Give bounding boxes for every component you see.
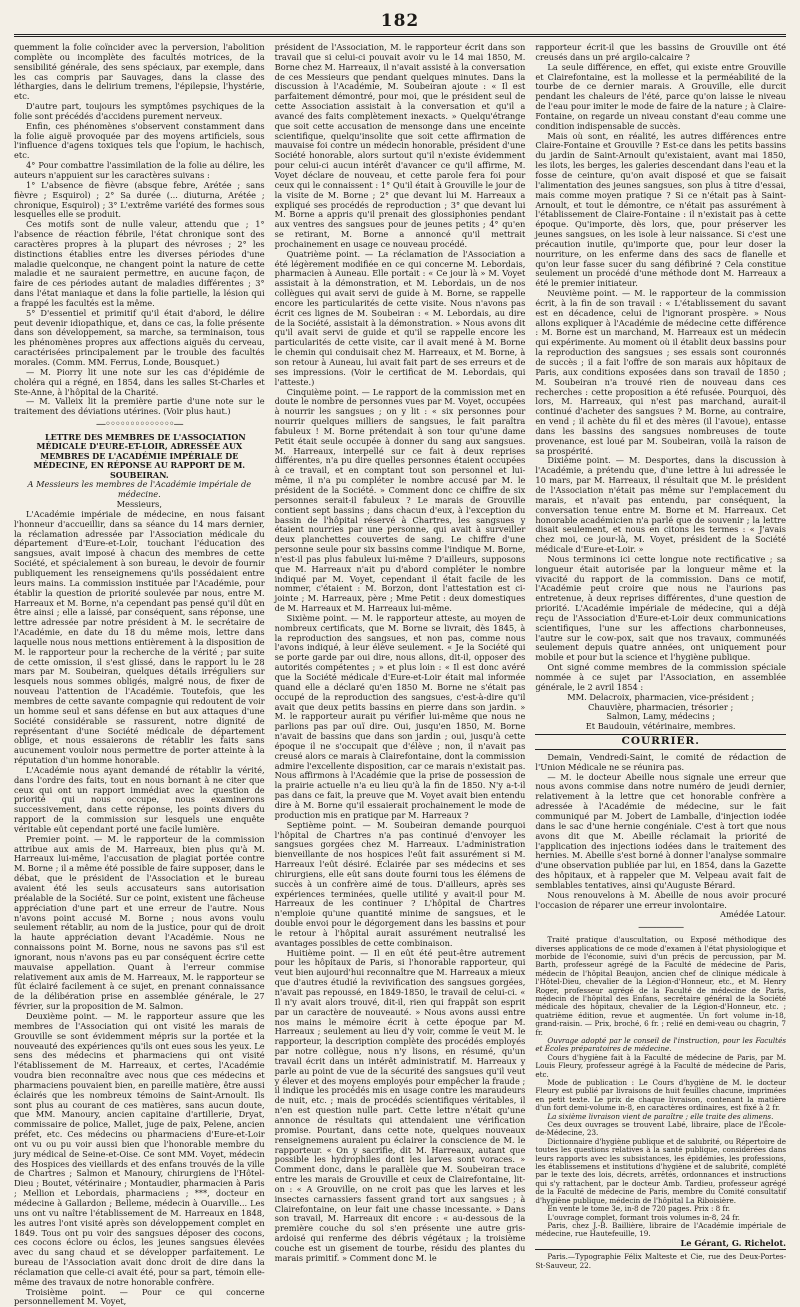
advertisement: Cours d'hygiène fait à la Faculté de médecine de Paris, par M. Louis Fleury, professeur agrégé à la Faculté de médecine de Paris, etc. [535, 1052, 787, 1079]
paragraph: Enfin, ces phénomènes s'observent constamment dans la folie aiguë provoquée par des moyens artificiels, sous l'influence d'agens toxiques tels que l'opium, le hachisch, etc. [14, 120, 265, 161]
salutation: Messieurs, [116, 499, 163, 510]
paragraph: L'Académie impériale de médecine, en nous faisant l'honneur d'accueillir, dans sa séance du 14 mars dernier, la réclamation adressée par l'Association médicale du département d'Eure-et-Loir, touchant l'éducation des sangsues, avait imposé à chacun des membres de cette Société, et spécialement à son bureau, le devoir de fournir publiquement les renseignemens qu'ils possédaient entre leurs mains. La commission instituée par l'Académie, pour établir la question de priorité soulevée par nous, entre M. Harreaux et M. Borne, n'a cependant pas pensé qu'il dût en être ainsi ; elle a laissé, par conséquent, sans réponse, une lettre adressée par notre président à M. le secrétaire de l'Académie, en date du 18 du même mois, lettre dans laquelle nous nous mettions entièrement à la disposition de M. le rapporteur pour la recherche de la vérité ; par suite de cette omission, il s'est glissé, dans le rapport lu le 28 mars par M. Soubeiran, quelques détails irréguliers sur lesquels nous sommes obligés, malgré nous, de fixer de nouveau l'attention de l'Académie. Toutefois, que les membres de cette savante compagnie qui redoutent de voir un homme seul et sans défense en but aux attaques d'une Société considérable se rassurent, notre dignité de représentant d'une Société médicale de département oblige, et nous essaierons de rétablir les faits sans aucunement vouloir nous permettre de porter atteinte à la réputation d'un homme honorable. [14, 508, 265, 766]
paragraph: 1° L'absence de fièvre (absque febre, Arétée ; sans fièvre ; Esquirol) ; 2° Sa durée (... diuturna, Arétée ; chronique, Esquirol) ; 3° L'extrême variété des formes sous lesquelles elle se produit. [14, 179, 265, 220]
paragraph: Troisième point. — Pour ce qui concerne personnellement M. Voyet, [14, 1286, 265, 1307]
gerant-signature: Le Gérant, G. Richelot. [680, 1237, 787, 1248]
paragraph: Septième point. — M. Soubeiran demande pourquoi l'hôpital de Chartres n'a pas continué d'envoyer les sangsues gorgées chez M. Harreaux. L'administration bienveillante de nos hospices l'eût fait assurément si M. Harreaux l'eût désiré. Éclairée par ses médecins et ses chirurgiens, elle eût sans doute fourni tous les élémens de succès à un confrère aimé de tous. D'ailleurs, après ses expériences terminées, quelle utilité y avait-il pour M. Harreaux de les continuer ? L'hôpital de Chartres n'emploie qu'une quantité minime de sangsues, et le double envoi pour le dégorgement dans les bassins et pour le retour à l'hôpital aurait assurément neutralisé les avantages possibles de cette combinaison. [274, 819, 526, 948]
paragraph: 4° Pour combattre l'assimilation de la folie au délire, les auteurs n'appuient sur les caractères suivans : [14, 160, 265, 180]
printer-line: Paris.—Typographie Félix Malteste et Cie, rue des Deux-Portes-St-Sauveur, 22. [535, 1249, 786, 1272]
page-number: 182 [380, 11, 420, 31]
paragraph: Nous terminons ici cette longue note rectificative ; sa longueur était autorisée par la longueur même et la vivacité du rapport de la commission. Dans ce motif, l'Académie peut croire que nous ne l'aurions pas entretenue, à deux reprises différentes, d'une question de priorité. L'Académie impériale de médecine, qui a déjà reçu de l'Association d'Eure-et-Loir deux communications scientifiques, l'une sur les affections charbonneuses, l'autre sur le cow-pox, sait que nos travaux, communéés seulement depuis quatre années, ont uniquement pour mobile et pour but la science et l'hygiène publique. [535, 553, 787, 663]
paragraph: quemment la folie coïncider avec la perversion, l'abolition complète ou incomplète des facultés motrices, de la sensibilité générale, des sens spéciaux, par exemple, dans les cas compris par Sauvages, dans la classe des léthargies, dans le delirium tremens, l'épilepsie, l'hystérie, etc. [14, 42, 265, 102]
paragraph: Demain, Vendredi-Saint, le comité de rédaction de l'Union Médicale ne se réunira pas. [535, 751, 787, 772]
paragraph: président de l'Association, M. le rapporteur écrit dans son travail que si celui-ci pouvait avoir vu le 14 mai 1850, M. Borne chez M. Harreaux, il n'avait assisté à la conversation de ces Messieurs que pendant quelques minutes. Dans la discussion à l'Académie, M. Soubeiran ajoute : « Il est parfaitement démontré, pour moi, que le président seul de cette Association assistait à la conversation et qu'il a avancé des faits complètement inexacts. » Quelqu'étrange que soit cette accusation de mensonge dans une enceinte scientifique, quelqu'insolite que soit cette affirmation de mauvaise foi contre un médecin honorable, président d'une Société honorable, alors surtout qu'il n'existe évidemment pour celui-ci aucun intérêt d'avancer ce qu'il affirme, M. Voyet déclare de nouveau, et cette parole fera foi pour ceux qui le connaissent : 1° Qu'il était à Grouville le jour de la visite de M. Borne ; 2° que devant lui M. Harreaux a expliqué ses procédés de reproduction ; 3° que devant lui M. Borne a appris qu'il prenait des glossiphonies pendant aux ventres des sangsues pour de jeunes petits ; 4° qu'en se retirant, M. Borne a annoncé qu'il mettrait prochainement en usage ce nouveau procédé. [274, 42, 526, 249]
column-2 [274, 42, 526, 1263]
columns [14, 42, 787, 1307]
signatory: Chauvière, pharmacien, trésorier ; [588, 701, 734, 712]
paragraph: D'autre part, toujours les symptômes psychiques de la folie sont précédés d'accidens purement nerveux. [14, 101, 265, 121]
paragraph: Ces motifs sont de nulle valeur, attendu que ; 1° l'absence de réaction fébrile, l'état chronique sont des caractères propres à la plupart des névroses ; 2° les distinctions établies entre les diverses périodes d'une maladie quelconque, ne changent point la nature de cette maladie et ne sauraient permettre, en aucune façon, de faire de ces périodes autant de maladies différentes ; 3° dans l'état maniaque et dans la folie partielle, la lésion qui a frappé les facultés est la même. [14, 219, 265, 308]
signatory: MM. Delacroix, pharmacien, vice-président ; [567, 691, 755, 702]
header-rule [14, 34, 786, 37]
paragraph: Huitième point. — Il en eût été peut-être autrement pour les hôpitaux de Paris, si l'honorable rapporteur, qui veut bien aujourd'hui reconnaître que M. Harreaux a mieux que d'autres étudié la revivification des sangsues gorgées, n'avait pas repoussé, en 1849-1850, le travail de celui-ci. « Il n'y avait alors trouvé, dit-il, rien qui frappât son esprit par un caractère de nouveauté. » Nous avons aussi entre nos mains le mémoire écrit à cette époque par M. Harreaux ; seulement au lieu d'y voir, comme le veut M. le rapporteur, la description complète des procédés employés par notre collègue, nous n'y lisons, en résumé, qu'un travail écrit dans un intérêt administratif. M. Harreaux y parle au point de vue de la sécurité des sangsues qu'il veut y élever et des moyens employés pour empêcher la fraude ; il indique les procédés mis en usage contre les maraudeurs de nuit, etc. ; mais de procédés scientifiques véritables, il n'en est question nulle part. Cette lettre n'était qu'une annonce de résultats qui attendaient une vérification promise. Pourtant, dans cette note, quelques nouveaux renseignemens auraient pu éclairer la conscience de M. le rapporteur. « On y sacrifie, dit M. Harreaux, autant que possible les hydrophiles dont les larves sont voraces. » Comment donc, dans le parallèle que M. Soubeiran trace entre les marais de Grouville et ceux de Clairefontaine, lit-on : « A Grouville, on ne croit pas que les larves et les insectes carnassiers fassent grand tort aux sangsues ; à Clairefontaine, on leur fait une chasse incessante. » Dans son travail, M. Harreaux dit encore : « au-dessous de la première couche du sol s'en présente une autre gris-ardoisé qui renferme des débris végétaux ; la troisième couche est un gisement de tourbe, résidu des plantes du marais primitif. » Comment donc M. le [274, 947, 526, 1263]
letter-title: LETTRE DES MEMBRES DE L'ASSOCIATION MÉDICALE D'EURE-ET-LOIR, ADRESSÉE AUX MEMBRES DE L'ACADÉMIE IMPÉRIALE DE MÉDECINE, EN RÉPONSE AU RAPPORT DE M. SOUBEIRAN. [33, 431, 246, 480]
divider: ————— [638, 922, 684, 934]
paragraph: Deuxième point. — M. le rapporteur assure que les membres de l'Association qui ont visité les marais de Grouville se sont évidemment mépris sur la portée et la nouveauté des expériences qu'ils ont eues sous les yeux. Le sens des médecins et pharmaciens qui ont visité l'établissement de M. Harreaux, et certes, l'Académie voudra bien reconnaître avec nous que ces médecins et pharmaciens pouvaient bien, en pareille matière, être aussi éclairés que les nombreux témoins de Saint-Arnoult. Ils sont plus au courant de ces matières, sans aucun doute, que MM. Manoury, ancien capitaine d'artillerie, Dryat, commissaire de police, Mallet, juge de paix, Pelene, ancien préfet, etc. Ces médecins ou pharmaciens d'Eure-et-Loir ont vu ou pu voir aussi bien que l'honorable membre du jury médical de Seine-et-Oise. Ce sont MM. Voyet, médecin des Hospices des vieillards et des enfans trouvés de la ville de Chartres ; Salmon et Manoury, chirurgiens de l'Hôtel-Dieu ; Boutet, vétérinaire ; Montaudier, pharmacien à Paris ; Mellion et Lebordais, pharmaciens ; ***, docteur en médecine à Gallardon ; Belleme, médecin à Ouarville... Les uns ont vu naître l'établissement de M. Harreaux en 1848, les autres l'ont visité après son développement complet en 1849. Tous ont pu voir des sangsues déposer des cocons, ces cocons éclore ou éclos, les jeunes sangsues élevées avec du sang chaud et se développer parfaitement. Le bureau de l'Association avait donc droit de dire dans la réclamation que celle-ci avait été, pour sa part, témoin elle-même des travaux de notre honorable confrère. [14, 1010, 265, 1287]
signatory: Et Baudouin, vétérinaire, membres. [585, 721, 736, 732]
paragraph: Neuvième point. — M. le rapporteur de la commission écrit, à la fin de son travail : « L'établissement du savant est en décadence, celui de l'ignorant prospère. » Nous allons expliquer à l'Académie de médecine cette différence : M. Borne est un marchand, M. Harreaux est un médecin qui expérimente. Au moment où il établit deux bassins pour la reproduction des sangsues ; ses essais sont couronnés de succès ; il a fait l'offre de son marais aux hôpitaux de Paris, aux conditions exposées dans son travail de 1850 ; M. Soubeiran n'a trouvé rien de nouveau dans ces recherches : cette proposition a été refusée. Pourquoi, dès lors, M. Harreaux, qui n'est pas marchand, aurait-il continué d'acheter des sangsues ? M. Borne, au contraire, en vend ; il achète du fil et des mères (il l'avoue), entasse dans les bassins des sangsues nombreuses de toute provenance, est loué par M. Soubeiran, voilà la raison de sa prospérité. [535, 288, 787, 456]
column-1 [14, 42, 265, 1307]
paragraph: Sixième point. — M. le rapporteur atteste, au moyen de nombreux certificats, que M. Borne se livrait, dès 1845, à la reproduction des sangsues, et non pas, comme nous l'avons indiqué, à leur élève seulement. « Je la Société qui se porte garde par oui dire, nous allons, dit-il, opposer des autorités compétentes ; » et plus loin : « Il est donc avéré que la Société médicale d'Eure-et-Loir était mal informée quand elle a déclaré qu'en 1850 M. Borne ne s'était pas occupé de la reproduction des sangsues, c'est-à-dire qu'il avait que deux petits bassins en pierre dans son jardin. » M. le rapporteur aurait pu vérifier lui-même que nous ne parlions pas par ouï dire. Oui, jusqu'en 1850, M. Borne n'avait de bassins que dans son jardin ; oui, jusqu'à cette époque il ne s'occupait que d'élève ; non, il n'avait pas creusé alors ce marais à Clairefontaine, dont la commission admire l'excellente disposition, car ce marais n'existait pas. Nous affirmons à l'Académie que la prise de possession de la prairie actuelle n'a eu lieu qu'à la fin de 1850. N'y a-t-il pas dans ce fait, la preuve que M. Voyet avait bien entendu dire à M. Borne qu'il essaierait prochainement le mode de production mis en pratique par M. Harreaux ? [274, 612, 526, 820]
paragraph: — M. le docteur Abeille nous signale une erreur que nous avons commise dans notre numéro de jeudi dernier, relativement à la lettre que cet honorable confrère a adressée à l'Académie de médecine, sur le fait communiqué par M. Jobert de Lamballe, d'injection iodée dans le sac d'une hernie congéniale. C'est à tort que nous avons dit que M. Abeille réclamait la priorité de l'application des injections iodées dans le traitement des hernies. M. Abeille s'est borné à donner l'analyse sommaire d'une observation publiée par lui, en 1854, dans la Gazette des hôpitaux, et à rappeler que M. Velpeau avait fait de semblables tentatives, ainsi qu'Auguste Bérard. [535, 771, 787, 890]
advertisement-note: L'ouvrage complet, formant trois volumes in-8, 24 fr. [547, 1212, 740, 1222]
advertisement-note: La sixième livraison vient de paraître ; elle traite des alimens. [547, 1111, 774, 1121]
advertisement-note: Mode de publication : Le Cours d'hygiène de M. le docteur Fleury est publié par livraisons de huit feuilles chacune, imprimées en petit texte. Le prix de chaque livraison, contenant la matière d'un fort demi-volume in-8, en caractères ordinaires, est fixé à 2 fr. [535, 1078, 787, 1113]
paragraph: Premier point. — M. le rapporteur de la commission attribue aux amis de M. Harreaux, bien plus qu'à M. Harreaux lui-même, l'accusation de plagiat portée contre M. Borne ; il a même été possible de faire supposer, dans le débat, que le président de l'Association et le bureau avaient été les seuls accusateurs sans autorisation préalable de la Société. Sur ce point, existent une fâcheuse appréciation d'une part et une erreur de l'autre. Nous n'avons point accusé M. Borne ; nous avons voulu seulement rétablir, au nom de la justice, pour qui de droit la haute appréciation devant l'Académie. Nous ne connaissons point M. Borne, nous ne savons pas s'il est ignorant, nous n'avons pas eu par conséquent écrire cette mauvaise appellation. Quant à l'erreur commise relativement aux amis de M. Harreaux, M. le rapporteur se fût éclairé facilement à ce sujet, en prenant connaissance de la délibération prise en assemblée générale, le 27 février, sur la proposition de M. Salmon. [14, 833, 265, 1012]
paragraph: Ont signé comme membres de la commission spéciale nommée à ce sujet par l'Association, en assemblée générale, le 2 avril 1854 : [535, 662, 787, 692]
paragraph: La seule différence, en effet, qui existe entre Grouville et Clairefontaine, est la mollesse et la perméabilité de la tourbe de ce dernier marais. A Grouville, elle durcit pendant les chaleurs de l'été, parce qu'on laisse le niveau de l'eau pour imiter le mode de faire de la nature ; à Claire-Fontaine, on regarde un niveau constant d'eau comme une condition indispensable de succès. [535, 61, 787, 131]
signature: Amédée Latour. [720, 909, 787, 920]
paragraph: — M. Valleix lit la première partie d'une note sur le traitement des déviations utérines. (Voir plus haut.) [14, 396, 265, 417]
paragraph: Mais où sont, en réalité, les autres différences entre Claire-Fontaine et Grouville ? Est-ce dans les petits bassins du jardin de Saint-Arnoult qu'existaient, avant mai 1850, les ilots, les berges, les galeries descendant dans l'eau et la fosse de ceinture, qu'on avait disposé et que se faisait l'alimentation des jeunes sangsues, son plus à titre d'essai, mais comme moyen pratique ? Si ce n'était pas à Saint-Arnoult, et tout le démontre, ce n'était pas assurément à l'établissement de Claire-Fontaine : il n'existait pas à cette époque. Qu'importe, dès lors, que, pour préserver les jeunes sangsues, on les isole à leur naissance. Si c'est une précaution inutile, qu'importe que, pour leur doser la nourriture, on les enferme dans des sacs de flanelle et qu'on leur fasse sucer du sang défibriné ? Cela constitue seulement un procédé d'une méthode dont M. Harreaux a été le premier initiateur. [535, 130, 787, 289]
paragraph: — M. Piorry lit une note sur les cas d'épidémie de choléra qui a régné, en 1854, dans les salles St-Charles et Ste-Anne, à l'hôpital de la Charité. [14, 366, 265, 397]
advertisement-note: En vente le tome 3e, in-8 de 720 pages. Prix : 8 fr. [547, 1204, 731, 1214]
advertisement-note: Paris, chez J.-B. Baillière, libraire de l'Académie impériale de médecine, rue Hautefeuille, 19. [535, 1220, 787, 1239]
paragraph: 5° D'essentiel et primitif qu'il était d'abord, le délire peut devenir idiopathique, et, dans ce cas, la folie présente dans son développement, sa marche, sa terminaison, tous les phénomènes propres aux affections aiguës du cerveau, caractérisées principalement par le trouble des facultés morales. (Comm. MM. Ferrus, Londe, Bousquet.) [14, 307, 265, 367]
paragraph: Cinquième point. — Le rapport de la commission met en doute le nombre de personnes vues par M. Voyet, occupées à nourrir les sangsues ; on y lit : « six personnes pour nourrir quelques milliers de sangsues, le fait paraîtra fabuleux ! M. Borne prétendait à son tour qu'une dame Petit était seule occupée à donner du sang aux sangsues. M. Harreaux, interpellé sur ce fait à deux reprises différentes, n'a pu dire quelles personnes étaient occupées à ce travail, et en comptant tout son personnel et lui-même, il n'a pu compléter le nombre accusé par M. le président de la Société. » Comment donc ce chiffre de six personnes serait-il fabuleux ? Le marais de Grouville contient sept bassins ; dans chacun d'eux, à l'exception du bassin de l'hôpital réservé à Chartres, les sangsues y étaient nourries par une personne, qui avait à surveiller deux planchettes couvertes de sang. Le chiffre d'une personne seule pour six bassins comme l'indique M. Borne, n'est-il pas plus fabuleux lui-même ? D'ailleurs, supposons que M. Harreaux n'ait pu d'abord compléter le nombre indiqué par M. Voyet, cependant il était facile de les nommer, c'étaient : M. Borzon, dont l'attestation est ci-jointe ; M. Harreaux, père ; Mme Petit : deux domestiques de M. Harreaux et M. Harreaux lui-même. [274, 386, 526, 614]
signatory: Salmon, Lamy, médecins ; [606, 711, 716, 722]
ornament-divider: —◦◦◦◦◦◦◦◦◦◦◦◦◦◦— [96, 419, 183, 431]
advertisement: Traité pratique d'auscultation, ou Exposé méthodique des diverses applications de ce mode d'examen à l'état physiologique et morbide de l'économie, suivi d'un précis de percussion, par M. Barth, professeur agrégé de la Faculté de médecine de Paris, médecin de l'hôpital Beaujon, ancien chef de clinique médicale à l'Hôtel-Dieu, chevalier de la Légion-d'Honneur, etc., et M. Henry Roger, professeur agrégé de la Faculté de médecine de Paris, médecin de l'hôpital des Enfans, secrétaire général de la Société médicale des hôpitaux, chevalier de la Légion-d'Honneur, etc. ; quatrième édition, revue et augmentée. Un fort volume in-18, grand-raisin. — Prix, broché, 6 fr. ; relié en demi-veau ou chagrin, 7 fr. [535, 935, 787, 1037]
advertisement-note: Ces deux ouvrages se trouvent Labé, libraire, place de l'École-de-Médecine, 23. [535, 1120, 787, 1138]
advertisement-note: Ouvrage adopté par le conseil de l'instruction, pour les Facultés et Écoles préparatoires de médecine. [535, 1035, 787, 1054]
letter-subtitle: A Messieurs les membres de l'Académie impériale de médecine. [27, 479, 252, 500]
paragraph: Nous renouvelons à M. Abeille de nous avoir procuré l'occasion de réparer une erreur involontaire. [535, 889, 787, 910]
column-3 [535, 42, 787, 1271]
paragraph: Quatrième point. — La réclamation de l'Association a été légèrement modifiée en ce qui concerne M. Lebordais, pharmacien à Auneau. Elle portait : « Ce jour là » M. Voyet assistait à la démonstration, et M. Lebordais, un de nos collègues qui avait servi de guide à M. Borne, se rappelle encore les particularités de cette visite. Nous n'avons pas écrit ces lignes de M. Soubeiran : « M. Lebordais, au dire de la Société, assistait à la démonstration. » Nous avons dit qu'il avait servi de guide et qu'il se rappelle encore les particularités de cette visite, car il avait mené à M. Borne le chemin qui conduisait chez M. Harreaux, et M. Borne, à son retour à Auneau, lui avait fait part de ses erreurs et de ses impressions. (Voir le certificat de M. Lebordais, qui l'atteste.) [274, 248, 526, 387]
courrier-heading: COURRIER. [535, 734, 786, 750]
paragraph: Dixième point. — M. Desportes, dans la discussion à l'Académie, a prétendu que, d'une lettre à lui adressée le 10 mars, par M. Harreaux, il résultait que M. le président de l'Association n'était pas même sur l'emplacement du marais, et n'avait pas entendu, par conséquent, la conversation tenue entre M. Borne et M. Harreaux. Cet honorable académicien n'a parlé que de souvenir ; la lettre disait seulement, et nous en citons les termes : « J'avais chez moi, ce jour-là, M. Voyet, président de la Société médicale d'Eure-et-Loir. » [535, 455, 787, 555]
paragraph: L'Académie nous ayant demandé de rétablir la vérité, dans l'ordre des faits, tout en nous bornant à ne citer que ceux qui ont un rapport immédiat avec la question de priorité qui nous occupe, nous examinerons successivement, dans cette réponse, les points divers du rapport de la commission sur lesquels une enquête véritable eût cependant porté une facile lumière. [14, 764, 265, 834]
paragraph: rapporteur écrit-il que les bassins de Grouville ont été creusés dans un pré argilo-calcaire ? [535, 42, 787, 62]
advertisement: Dictionnaire d'hygiène publique et de salubrité, ou Répertoire de toutes les questions relatives à la santé publique, considérées dans leurs rapports avec les subsistances, les épidémies, les professions, les établissemens et institutions d'hygiène et de salubrité, complété par le texte des lois, décrets, arrêtés, ordonnances et instructions qui s'y rattachent, par le docteur Amb. Tardieu, professeur agrégé de la Faculté de médecine de Paris, membre du Comité consultatif d'hygiène publique, médecin de l'hôpital La Riboisière. [535, 1136, 787, 1205]
